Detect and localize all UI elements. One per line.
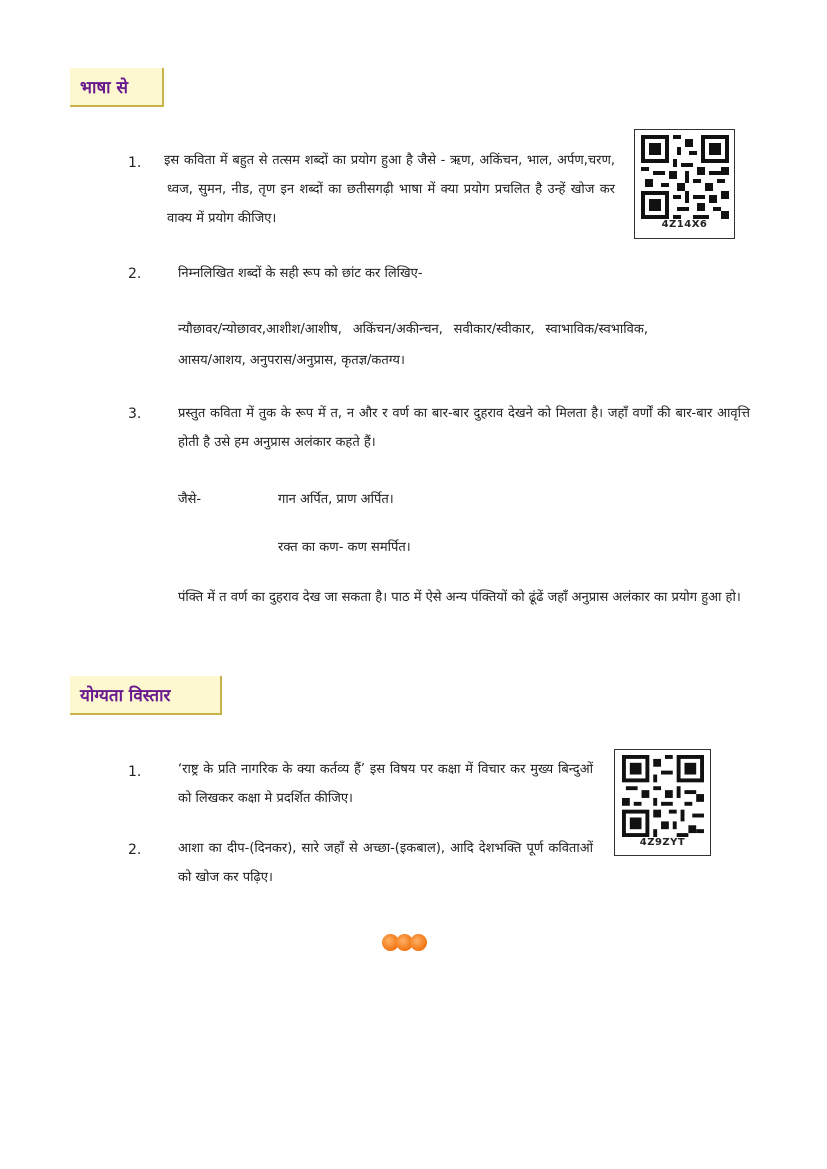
question-number: 3. xyxy=(128,406,142,422)
qr-code-icon xyxy=(641,135,729,219)
question-number: 1. xyxy=(128,764,142,780)
qr-code-icon xyxy=(621,755,705,837)
end-ornament xyxy=(382,934,424,951)
question-text: ‘राष्ट्र के प्रति नागरिक के क्या कर्तव्य हैं’ इस विषय पर कक्षा में विचार कर मुख्य बिन्दुओं को लिखकर कक्षा मे प्रदर्शित कीजिए। xyxy=(178,762,593,806)
followup-text: पंक्ति में त वर्ण का दुहराव देख जा सकता है। पाठ में ऐसे अन्य पंक्तियों को ढूंढें जहाँ अनुप्रास अलंकार का प्रयोग हुआ हो। xyxy=(178,590,741,605)
qr-code-2[interactable] xyxy=(614,749,711,856)
example-line: गान अर्पित, प्राण अर्पित। xyxy=(278,492,394,507)
section-title-yogyata-vistar: योग्यता विस्तार xyxy=(70,676,222,715)
qr-code-label: 4Z14X6 xyxy=(661,219,708,230)
qr-code-1[interactable] xyxy=(634,129,735,239)
example-label: जैसे- xyxy=(178,492,202,507)
question-text: इस कविता में बहुत से तत्सम शब्दों का प्रयोग हुआ है जैसे - ऋण, अकिंचन, भाल, अर्पण,चरण, ध्वज, सुमन, नीड, तृण इन शब्दों का छतीसगढ़ी भाषा में क्या प्रयोग प्रचलित है उन्हें खोज कर वाक्य में प्रयोग कीजिए। xyxy=(164,153,615,226)
example-line: रक्त का कण- कण समर्पित। xyxy=(278,540,411,555)
question-number: 2. xyxy=(128,842,142,858)
question-number: 1. xyxy=(128,155,142,171)
qr-code-label: 4Z9ZYT xyxy=(639,837,686,848)
question-text: निम्नलिखित शब्दों के सही रूप को छांट कर लिखिए- xyxy=(178,266,423,281)
question-text: प्रस्तुत कविता में तुक के रूप में त, न और र वर्ण का बार-बार दुहराव देखने को मिलता है। जहाँ वर्णों की बार-बार आवृत्ति होती है उसे हम अनुप्रास अलंकार कहते हैं। xyxy=(178,406,750,450)
ornament-dot-icon xyxy=(410,934,427,951)
word-list: न्यौछावर/न्योछावर,आशीश/आशीष, अकिंचन/अकीन्चन, सवीकार/स्वीकार, स्वाभाविक/स्वभाविक, आसय/आशय, अनुपरास/अनुप्रास, कृतज्ञ/कतग्य। xyxy=(178,322,648,368)
section-title-bhasha-se: भाषा से xyxy=(70,68,164,107)
question-number: 2. xyxy=(128,266,142,282)
question-text: आशा का दीप-(दिनकर), सारे जहाँ से अच्छा-(इकबाल), आदि देशभक्ति पूर्ण कविताओं को खोज कर पढ़िए। xyxy=(178,841,593,885)
